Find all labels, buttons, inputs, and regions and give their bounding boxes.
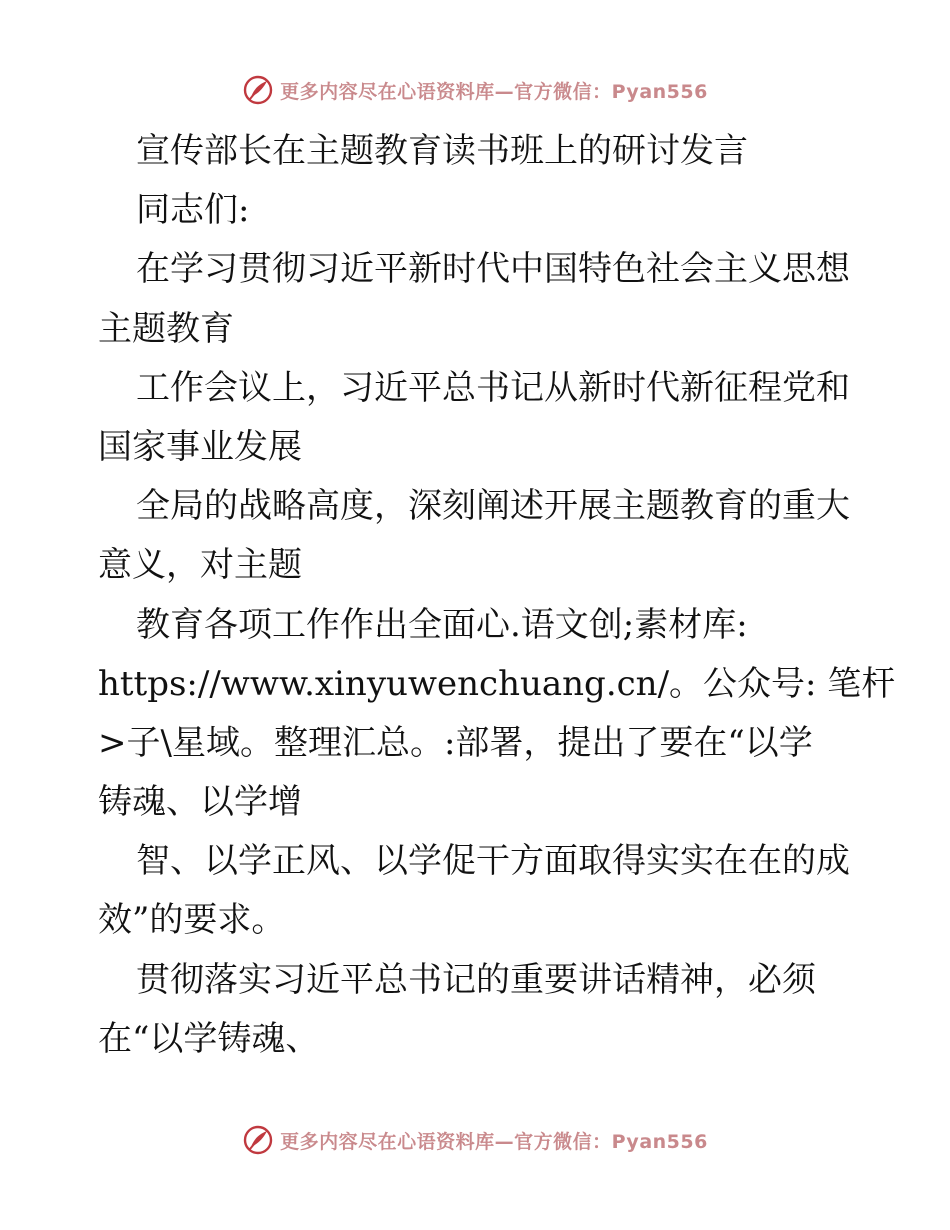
paragraph-line: >子\星域。整理汇总。:部署，提出了要在“以学 [98,722,813,763]
document-title: 宣传部长在主题教育读书班上的研讨发言 [136,131,748,171]
paragraph-line: 工作会议上，习近平总书记从新时代新征程党和 [136,367,850,408]
footer-banner-text: 更多内容尽在心语资料库—官方微信：Pyan556 [280,1130,708,1153]
header-banner [0,70,950,110]
header-banner-text: 更多内容尽在心语资料库—官方微信：Pyan556 [280,80,708,103]
paragraph-line: 铸魂、以学增 [98,782,302,823]
paragraph-line: 贯彻落实习近平总书记的重要讲话精神，必须 [136,959,816,1000]
footer-banner [0,1120,950,1160]
paragraph-line: 国家事业发展 [98,426,302,467]
paragraph-line: 全局的战略高度，深刻阐述开展主题教育的重大 [136,486,850,527]
document-body [98,122,896,1069]
paragraph-line: 在“以学铸魂、 [98,1018,320,1059]
paragraph-line: 教育各项工作作出全面心.语文创;素材库: [136,604,748,645]
paragraph-line: 智、以学正风、以学促干方面取得实实在在的成 [136,841,850,882]
paragraph-line: 主题教育 [98,308,234,349]
paragraph-line: https://www.xinyuwenchuang.cn/。公众号: 笔杆 [98,663,896,704]
salutation: 同志们: [136,190,250,231]
paragraph-line: 在学习贯彻习近平新时代中国特色社会主义思想 [136,249,850,290]
paragraph-line: 效”的要求。 [98,900,286,941]
quill-logo-icon [242,1124,274,1156]
paragraph-line: 意义，对主题 [98,545,302,586]
quill-logo-icon [242,74,274,106]
